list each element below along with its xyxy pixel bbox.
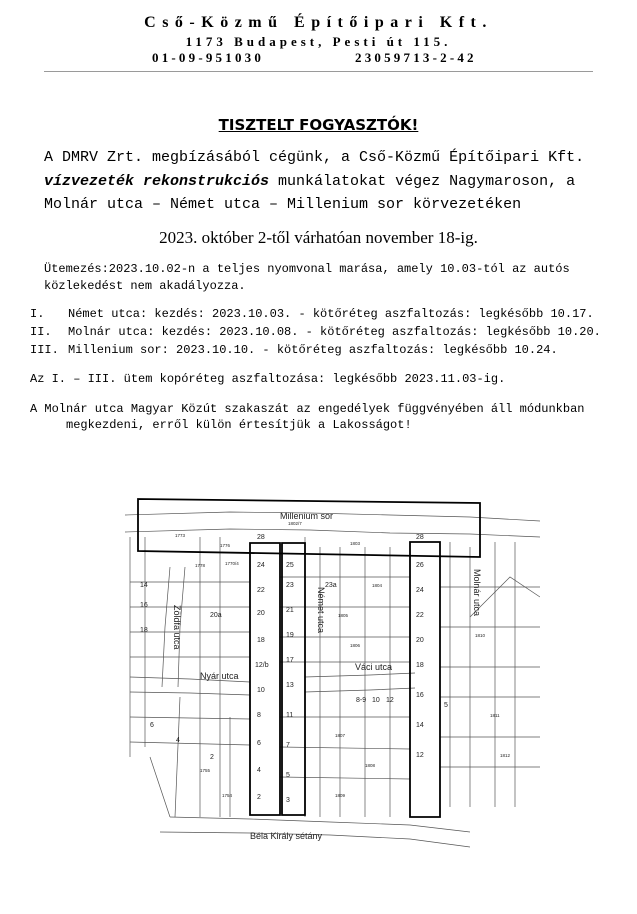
house-number: 11 xyxy=(286,712,294,719)
intro-line-1: A DMRV Zrt. megbízásából cégünk, a Cső-Közmű Építőipari Kft. xyxy=(44,149,585,166)
house-number: 19 xyxy=(286,632,294,639)
phase-2-number: II. xyxy=(30,325,52,339)
parcel-number: 1812 xyxy=(500,753,511,758)
company-name: Cső-Közmű Építőipari Kft. xyxy=(144,14,493,31)
house-number: 2 xyxy=(210,754,214,761)
schedule-line-1: Ütemezés:2023.10.02-n a teljes nyomvonal marása, amely 10.03-tól az autós xyxy=(44,262,570,276)
label-nyar-utca: Nyár utca xyxy=(200,671,239,681)
company-tax-number: 23059713-2-42 xyxy=(355,50,477,65)
phase-1-text: Német utca: kezdés: 2023.10.03. - kötőréteg aszfaltozás: legkésőbb 10.17. xyxy=(68,307,594,321)
house-number: 4 xyxy=(257,767,261,774)
house-number: 17 xyxy=(286,657,294,664)
work-area-outlines xyxy=(138,499,480,817)
phase-3-text: Millenium sor: 2023.10.10. - kötőréteg aszfaltozás: legkésőbb 10.24. xyxy=(68,343,558,357)
phase-2-text: Molnár utca: kezdés: 2023.10.08. - kötőréteg aszfaltozás: legkésőbb 10.20. xyxy=(68,325,601,339)
label-molnar-utca: Molnár utca xyxy=(472,569,482,617)
house-number: 10 xyxy=(372,697,380,704)
intro-line-3: Molnár utca – Német utca – Millenium sor körvezetéken xyxy=(44,196,522,213)
intro-bold-phrase: vízvezeték rekonstrukciós xyxy=(44,173,270,190)
house-number: 16 xyxy=(416,692,424,699)
house-number: 23a xyxy=(325,582,337,589)
parcel-number: 1811 xyxy=(490,713,500,718)
molnar-utca-outline xyxy=(410,542,440,817)
label-zoldfa-utca: Zöldfa utca xyxy=(172,605,182,650)
company-address: 1173 Budapest, Pesti út 115. xyxy=(185,34,452,49)
parcel-number: 1776 xyxy=(220,543,231,548)
label-millenium-sor: Millenium sor xyxy=(280,511,334,521)
parcel-number: 1808 xyxy=(365,763,376,768)
parcel-number: 1773 xyxy=(175,533,186,538)
house-number: 12 xyxy=(416,752,424,759)
house-number: 22 xyxy=(416,612,424,619)
house-number: 20 xyxy=(257,610,265,617)
house-number: 14 xyxy=(140,582,148,589)
final-asphalt-line: Az I. – III. ütem kopóréteg aszfaltozása: legkésőbb 2023.11.03-ig. xyxy=(30,372,506,386)
house-number: 10 xyxy=(257,687,265,694)
house-number: 5 xyxy=(444,702,448,709)
site-map xyxy=(110,487,540,857)
house-number: 8 xyxy=(257,712,261,719)
phase-3-number: III. xyxy=(30,343,59,357)
label-vaci-utca: Váci utca xyxy=(355,662,393,672)
parcel-number: 1770/4 xyxy=(225,561,239,566)
house-number: 26 xyxy=(416,562,424,569)
house-number: 12/b xyxy=(255,662,269,669)
house-number: 23 xyxy=(286,582,294,589)
house-number: 20 xyxy=(416,637,424,644)
map-parcel-lines xyxy=(125,512,540,847)
note-line-1: A Molnár utca Magyar Közút szakaszát az engedélyek függvényében áll módunkban xyxy=(30,402,585,416)
parcel-number: 1807 xyxy=(335,733,346,738)
parcel-number: 1810 xyxy=(475,633,486,638)
note-line-2: megkezdeni, erről külön értesítjük a Lakosságot! xyxy=(66,418,412,432)
house-number: 13 xyxy=(286,682,294,689)
parcel-numbers xyxy=(175,521,511,798)
house-number: 25 xyxy=(286,562,294,569)
house-number: 20a xyxy=(210,612,222,619)
parcel-number: 1804 xyxy=(372,583,383,588)
house-number: 21 xyxy=(286,607,294,614)
parcel-number: 1805 xyxy=(338,613,349,618)
house-number: 24 xyxy=(416,587,424,594)
house-number: 16 xyxy=(140,602,148,609)
phase-1-number: I. xyxy=(30,307,45,321)
parcel-number: 1754 xyxy=(222,793,233,798)
house-number: 18 xyxy=(416,662,424,669)
house-number: 6 xyxy=(257,740,261,747)
house-number: 22 xyxy=(257,587,265,594)
label-nemet-utca: Német utca xyxy=(316,587,326,634)
house-number: 7 xyxy=(286,742,290,749)
house-number: 2 xyxy=(257,794,261,801)
parcel-number: 1778 xyxy=(195,563,206,568)
house-number: 24 xyxy=(257,562,265,569)
house-number: 28 xyxy=(257,534,265,541)
millenium-sor-outline xyxy=(138,499,480,557)
parcel-number: 1809 xyxy=(335,793,346,798)
house-number: 6 xyxy=(150,722,154,729)
house-numbers xyxy=(140,534,448,804)
house-number: 4 xyxy=(176,737,180,744)
header-divider xyxy=(44,71,593,72)
house-number: 28 xyxy=(416,534,424,541)
house-number: 3 xyxy=(286,797,290,804)
parcel-number: 1802/7 xyxy=(288,521,302,526)
notice-title: TISZTELT FOGYASZTÓK! xyxy=(218,116,419,134)
parcel-number: 1755 xyxy=(200,768,211,773)
molnar-left-outline xyxy=(250,543,280,815)
house-number: 18 xyxy=(257,637,265,644)
parcel-number: 1803 xyxy=(350,541,361,546)
house-number: 12 xyxy=(386,697,394,704)
parcel-number: 1806 xyxy=(350,643,361,648)
house-number: 14 xyxy=(416,722,424,729)
house-number: 18 xyxy=(140,627,148,634)
label-bela-kiraly-setany: Béla Király sétány xyxy=(250,831,323,841)
company-registration: 01-09-951030 xyxy=(152,50,265,65)
house-number: 5 xyxy=(286,772,290,779)
schedule-line-2: közlekedést nem akadályozza. xyxy=(44,279,246,293)
house-number: 8-9 xyxy=(356,697,367,704)
date-range: 2023. október 2-től várhatóan november 18-ig. xyxy=(159,228,478,247)
intro-line-2-rest: munkálatokat végez Nagymaroson, a xyxy=(269,173,576,190)
intro-line-2 xyxy=(44,173,575,190)
